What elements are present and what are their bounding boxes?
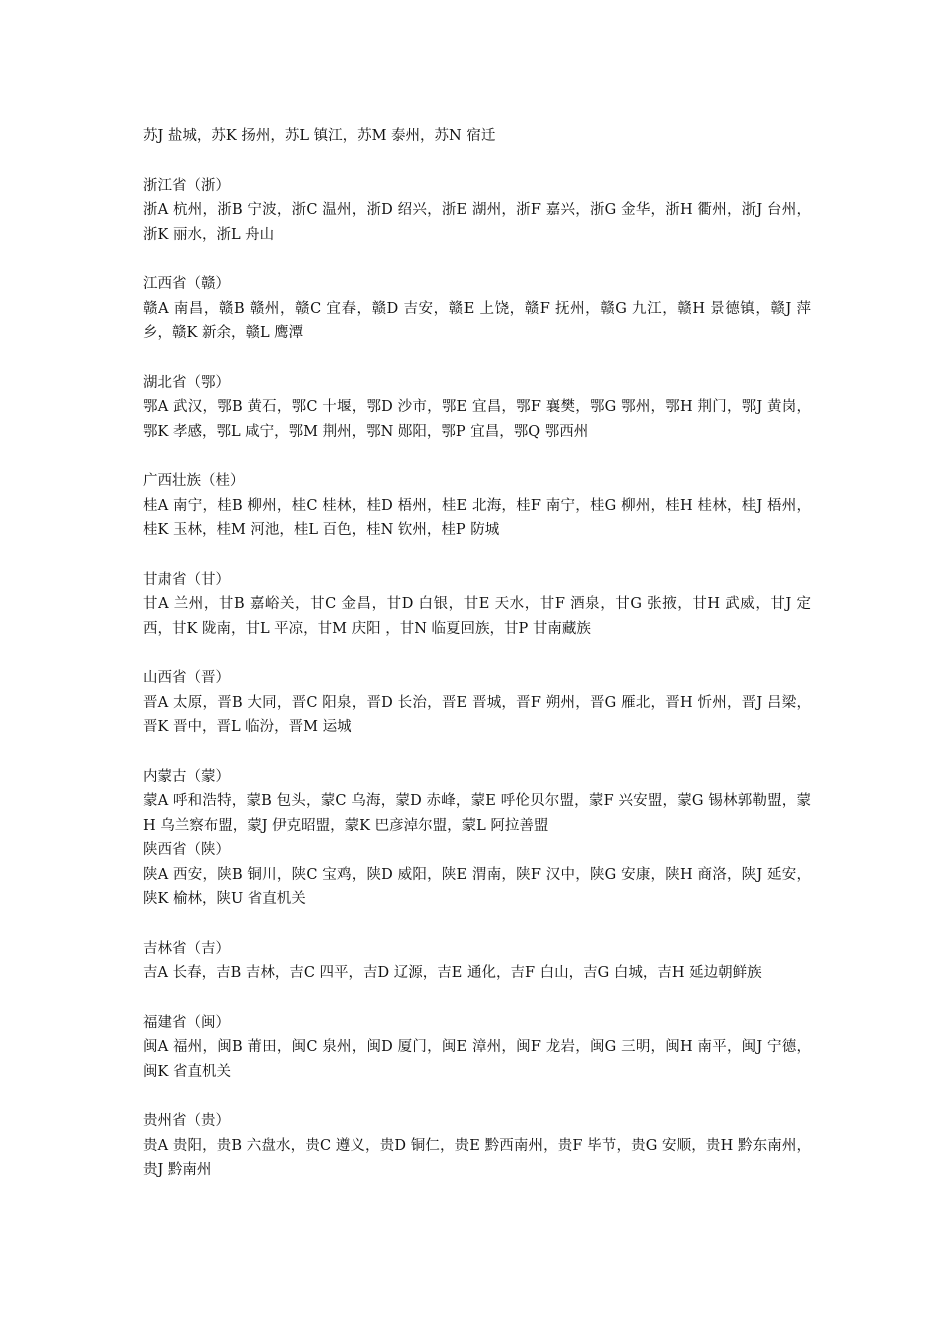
- section-heading: 山西省（晋）: [143, 670, 230, 686]
- section-body: 吉A 长春，吉B 吉林，吉C 四平，吉D 辽源，吉E 通化，吉F 白山，吉G 白城，吉H 延边朝鲜族: [143, 965, 762, 981]
- paragraph-gap: [143, 1084, 811, 1109]
- section-body: 甘A 兰州，甘B 嘉峪关，甘C 金昌，甘D 白银，甘E 天水，甘F 酒泉，甘G 张掖，甘H 武威，甘J 定西，甘K 陇南，甘L 平凉，甘M 庆阳 ，甘N 临夏回族，甘P 甘南藏族: [143, 596, 811, 637]
- paragraph-gap: [143, 740, 811, 765]
- section-heading: 广西壮族（桂）: [143, 473, 245, 489]
- section-jiangxi: [143, 272, 811, 346]
- section-heading: 福建省（闽）: [143, 1014, 230, 1031]
- section-body: 赣A 南昌，赣B 赣州，赣C 宜春，赣D 吉安，赣E 上饶，赣F 抚州，赣G 九江，赣H 景德镇，赣J 萍乡，赣K 新余，赣L 鹰潭: [143, 300, 811, 341]
- section-body: 桂A 南宁，桂B 柳州，桂C 桂林，桂D 梧州，桂E 北海，桂F 南宁，桂G 柳州，桂H 桂林，桂J 梧州，桂K 玉林，桂M 河池，桂L 百色，桂N 钦州，桂P 防城: [143, 497, 811, 538]
- paragraph-gap: [143, 149, 811, 174]
- section-body: 蒙A 呼和浩特，蒙B 包头，蒙C 乌海，蒙D 赤峰，蒙E 呼伦贝尔盟，蒙F 兴安盟，蒙G 锡林郭勒盟，蒙H 乌兰察布盟，蒙J 伊克昭盟，蒙K 巴彦淖尔盟，蒙L 阿拉善盟: [143, 793, 811, 834]
- section-guizhou: [143, 1109, 811, 1183]
- section-body: 鄂A 武汉，鄂B 黄石，鄂C 十堰，鄂D 沙市，鄂E 宜昌，鄂F 襄樊，鄂G 鄂州，鄂H 荆门，鄂J 黄岗，鄂K 孝感，鄂L 咸宁，鄂M 荆州，鄂N 郧阳，鄂P 宜昌，鄂Q 鄂西州: [143, 399, 811, 440]
- section-jilin: [143, 937, 811, 986]
- section-body: 晋A 太原，晋B 大同，晋C 阳泉，晋D 长治，晋E 晋城，晋F 朔州，晋G 雁北，晋H 忻州，晋J 吕梁，晋K 晋中，晋L 临汾，晋M 运城: [143, 694, 811, 735]
- section-heading: 陕西省（陕）: [143, 842, 230, 858]
- section-hubei: [143, 371, 811, 445]
- section-body: 贵A 贵阳，贵B 六盘水，贵C 遵义，贵D 铜仁，贵E 黔西南州，贵F 毕节，贵G 安顺，贵H 黔东南州，贵J 黔南州: [143, 1137, 811, 1178]
- section-heading: 浙江省（浙）: [143, 177, 230, 194]
- section-neimenggu: [143, 765, 811, 839]
- section-fujian: [143, 1011, 811, 1085]
- section-heading: 吉林省（吉）: [143, 940, 230, 957]
- section-guangxi: [143, 469, 811, 543]
- section-zhejiang: [143, 174, 811, 248]
- section-heading: 甘肃省（甘）: [143, 571, 230, 588]
- paragraph-gap: [143, 543, 811, 568]
- section-gansu: [143, 568, 811, 642]
- paragraph-gap: [143, 247, 811, 272]
- document-page: [143, 124, 811, 1183]
- section-body: 陕A 西安，陕B 铜川，陕C 宝鸡，陕D 威阳，陕E 渭南，陕F 汉中，陕G 安康，陕H 商洛，陕J 延安，陕K 榆林，陕U 省直机关: [143, 866, 811, 907]
- paragraph-gap: [143, 444, 811, 469]
- section-heading: 贵州省（贵）: [143, 1113, 230, 1129]
- paragraph-gap: [143, 986, 811, 1011]
- section-body: 闽A 福州，闽B 莆田，闽C 泉州，闽D 厦门，闽E 漳州，闽F 龙岩，闽G 三明，闽H 南平，闽J 宁德，闽K 省直机关: [143, 1039, 811, 1080]
- intro-line: 苏J 盐城，苏K 扬州，苏L 镇江，苏M 泰州，苏N 宿迁: [143, 128, 496, 144]
- paragraph-gap: [143, 346, 811, 371]
- paragraph-gap: [143, 641, 811, 666]
- section-body: 浙A 杭州，浙B 宁波，浙C 温州，浙D 绍兴，浙E 湖州，浙F 嘉兴，浙G 金华，浙H 衢州，浙J 台州，浙K 丽水，浙L 舟山: [143, 202, 811, 243]
- section-shaanxi: [143, 838, 811, 912]
- section-heading: 江西省（赣）: [143, 276, 230, 292]
- section-heading: 湖北省（鄂）: [143, 374, 230, 391]
- paragraph-gap: [143, 912, 811, 937]
- section-shanxi: [143, 666, 811, 740]
- section-heading: 内蒙古（蒙）: [143, 768, 230, 785]
